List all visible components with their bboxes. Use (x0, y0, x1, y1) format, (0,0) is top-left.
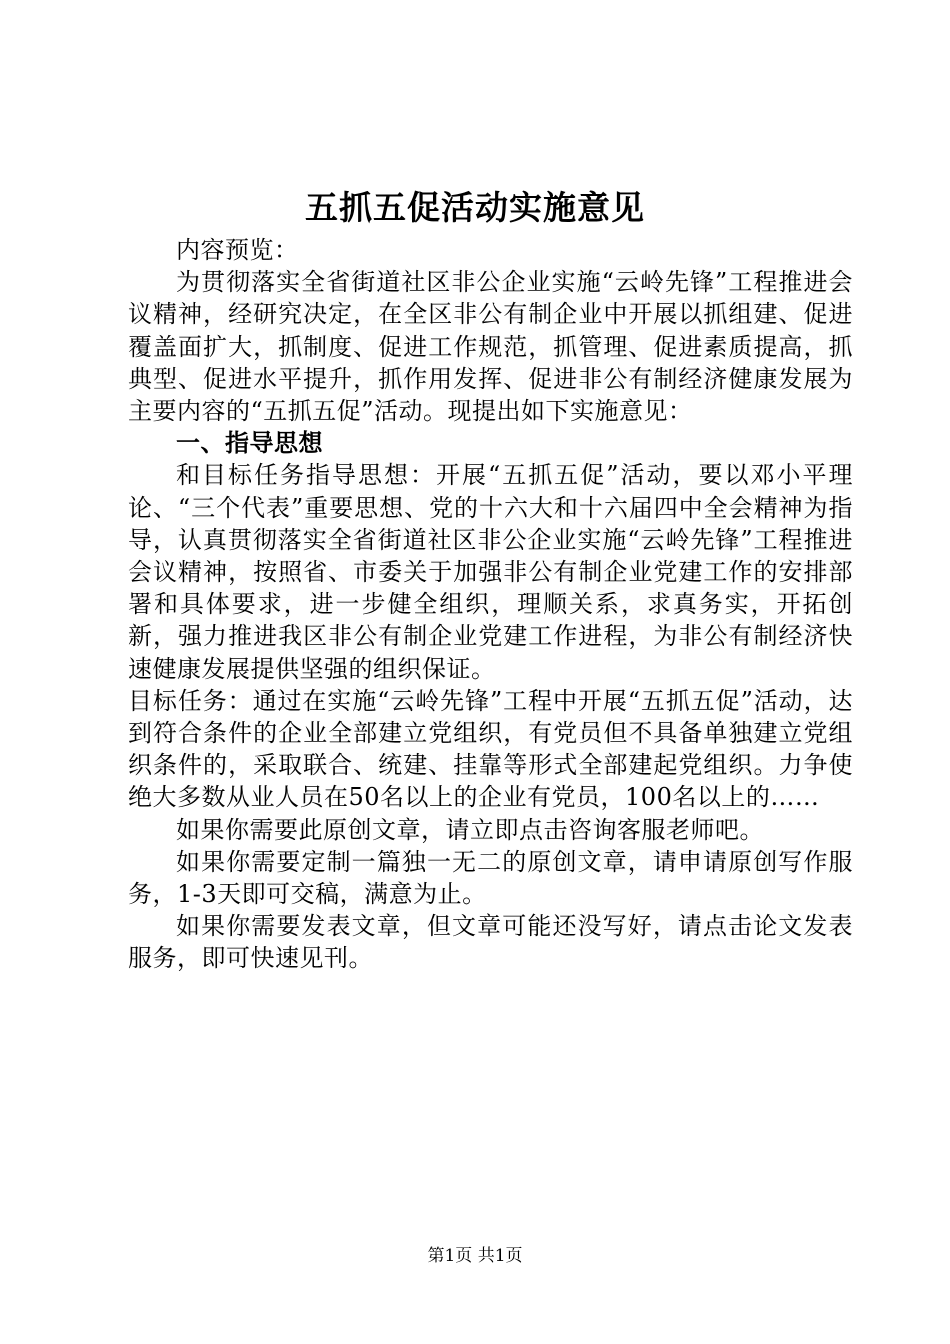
section-paragraph-goals: 目标任务：通过在实施“云岭先锋”工程中开展“五抓五促”活动，达到符合条件的企业全部建立党组织，有党员但不具备单独建立党组织条件的，采取联合、统建、挂靠等形式全部建起党组织。力争使绝大多数从业人员在50名以上的企业有党员，100名以上的…… (128, 686, 853, 812)
promo-custom-writing-link[interactable]: 如果你需要定制一篇独一无二的原创文章，请申请原创写作服务，1-3天即可交稿，满意为止。 (128, 847, 853, 909)
page-footer: 第1页 共1页 (427, 1246, 523, 1266)
document-title: 五抓五促活动实施意见 (305, 188, 645, 227)
section-heading-guiding-ideology: 一、指导思想 (176, 428, 323, 458)
promo-consult-link[interactable]: 如果你需要此原创文章，请立即点击咨询客服老师吧。 (176, 815, 764, 844)
intro-paragraph: 为贯彻落实全省街道社区非公企业实施“云岭先锋”工程推进会议精神，经研究决定，在全区非公有制企业中开展以抓组建、促进覆盖面扩大，抓制度、促进工作规范，抓管理、促进素质提高，抓典型、促进水平提升，抓作用发挥、促进非公有制经济健康发展为主要内容的“五抓五促”活动。现提出如下实施意见： (128, 268, 853, 426)
promo-publishing-link[interactable]: 如果你需要发表文章，但文章可能还没写好，请点击论文发表服务，即可快速见刊。 (128, 912, 853, 973)
preview-label: 内容预览： (176, 236, 299, 264)
section-paragraph-guiding-ideology: 和目标任务指导思想：开展“五抓五促”活动，要以邓小平理论、“三个代表”重要思想、党的十六大和十六届四中全会精神为指导，认真贯彻落实全省街道社区非公企业实施“云岭先锋”工程推进会议精神，按照省、市委关于加强非公有制企业党建工作的安排部署和具体要求，进一步健全组织，理顺关系，求真务实，开拓创新，强力推进我区非公有制企业党建工作进程，为非公有制经济快速健康发展提供坚强的组织保证。 (128, 461, 853, 683)
document-body (128, 234, 853, 975)
